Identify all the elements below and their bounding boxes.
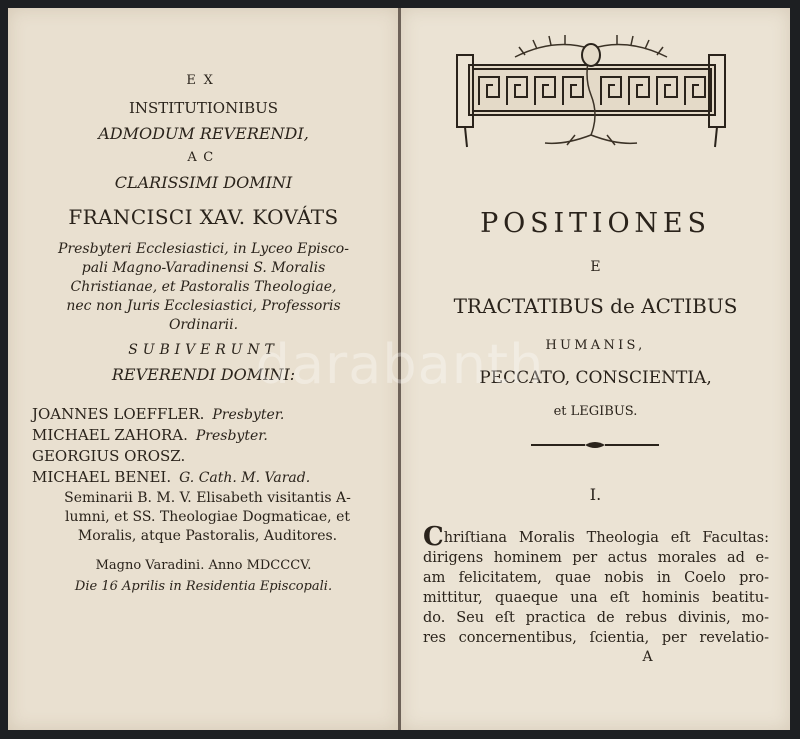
seminarii-text bbox=[30, 489, 385, 546]
participant-role: G. Cath. M. Varad. bbox=[179, 470, 311, 486]
description-line: Christianae, et Pastoralis Theologiae, bbox=[70, 279, 337, 295]
paragraph-line: am felicitatem, quae nobis in Coelo pro- bbox=[423, 570, 769, 586]
subiverunt-line: SUBIVERUNT bbox=[128, 342, 279, 358]
signature-mark: A bbox=[642, 649, 653, 665]
participant-name: JOANNES LOEFFLER. bbox=[32, 405, 205, 423]
tractatibus-line: TRACTATIBUS de ACTIBUS bbox=[453, 294, 738, 318]
description-line: Presbyteri Ecclesiastici, in Lyceo Episco- bbox=[58, 241, 349, 257]
participant-role: Presbyter. bbox=[195, 428, 268, 444]
paragraph-line: dirigens hominem per actus morales ad e- bbox=[423, 550, 769, 566]
main-title: POSITIONES bbox=[480, 208, 711, 239]
reverendi-domini-line: REVERENDI DOMINI: bbox=[111, 365, 296, 384]
date-line: Die 16 Aprilis in Residentia Episcopali. bbox=[74, 579, 333, 594]
description-line: pali Magno-Varadinensi S. Moralis bbox=[81, 260, 326, 276]
author-description bbox=[8, 240, 399, 335]
author-name: FRANCISCI XAV. KOVÁTS bbox=[68, 205, 339, 229]
section-number: I. bbox=[589, 485, 602, 504]
institutionibus-line: INSTITUTIONIBUS bbox=[128, 99, 279, 117]
seminarii-line: Seminarii B. M. V. Elisabeth visitantis A- bbox=[64, 490, 351, 506]
drop-cap: C bbox=[423, 522, 444, 552]
ornamental-rule-icon bbox=[529, 440, 661, 450]
participant-list bbox=[32, 404, 382, 488]
admodum-reverendi-line: ADMODUM REVERENDI, bbox=[98, 124, 309, 143]
participant-row bbox=[32, 446, 382, 467]
participant-name: MICHAEL ZAHORA. bbox=[32, 426, 188, 444]
e-line: E bbox=[590, 259, 601, 275]
watermark: darabanth bbox=[255, 333, 545, 396]
description-line: Ordinarii. bbox=[168, 317, 239, 333]
paragraph-line: do. Seu eſt practica de rebus divinis, mo- bbox=[423, 610, 769, 626]
participant-role: Presbyter. bbox=[212, 407, 285, 423]
participant-name: MICHAEL BENEI. bbox=[32, 468, 172, 486]
participant-row bbox=[32, 425, 382, 446]
humanis-line: HUMANIS, bbox=[545, 338, 646, 353]
participant-name: GEORGIUS OROSZ. bbox=[32, 447, 186, 465]
description-line: nec non Juris Ecclesiastici, Professoris bbox=[66, 298, 341, 314]
clarissimi-domini-line: CLARISSIMI DOMINI bbox=[114, 173, 293, 192]
participant-row bbox=[32, 467, 382, 488]
ex-line: EX bbox=[186, 73, 221, 88]
seminarii-line: Moralis, atque Pastoralis, Auditores. bbox=[77, 528, 338, 544]
participant-row bbox=[32, 404, 382, 425]
peccato-line: PECCATO, CONSCIENTIA, bbox=[479, 368, 712, 388]
paragraph-line bbox=[423, 522, 769, 552]
place-year-line: Magno Varadini. Anno MDCCCV. bbox=[95, 558, 312, 573]
paragraph-line: res concernentibus, ſcientia, per revelatio- bbox=[423, 630, 769, 646]
legibus-line: et LEGIBUS. bbox=[553, 404, 638, 419]
paragraph-line-text: hriſtiana Moralis Theologia eſt Facultas: bbox=[443, 530, 769, 546]
paragraph-line: mittitur, quaeque una eſt hominis beatitu- bbox=[423, 590, 769, 606]
ac-line: AC bbox=[187, 150, 220, 165]
seminarii-line: lumni, et SS. Theologiae Dogmaticae, et bbox=[65, 509, 350, 525]
body-paragraph bbox=[423, 522, 769, 648]
